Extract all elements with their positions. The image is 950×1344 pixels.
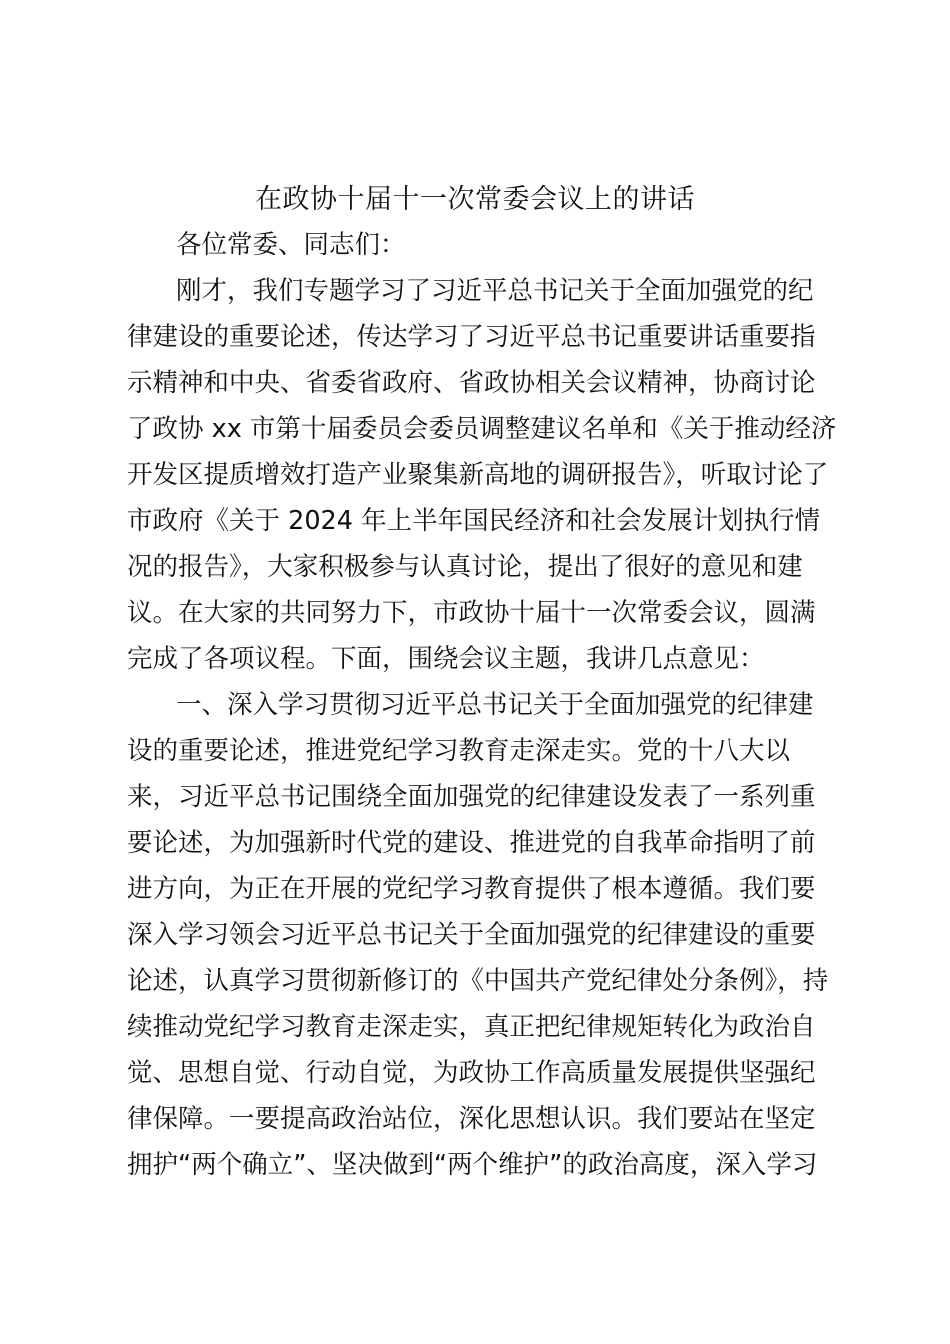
paragraph-line: 论述，认真学习贯彻新修订的《中国共产党纪律处分条例》，持 xyxy=(127,966,829,996)
paragraph-line: 了政协 xx 市第十届委员会委员调整建议名单和《关于推动经济 xyxy=(127,414,837,444)
paragraph-line: 进方向，为正在开展的党纪学习教育提供了根本遵循。我们要 xyxy=(127,874,816,904)
section-heading-line: 一、深入学习贯彻习近平总书记关于全面加强党的纪律建 xyxy=(176,690,814,720)
paragraph-line: 律保障。一要提高政治站位，深化思想认识。我们要站在坚定 xyxy=(127,1104,816,1134)
paragraph-line: 市政府《关于 2024 年上半年国民经济和社会发展计划执行情 xyxy=(127,506,821,536)
document-title: 在政协十届十一次常委会议上的讲话 xyxy=(255,184,695,215)
paragraph-line: 律建设的重要论述，传达学习了习近平总书记重要讲话重要指 xyxy=(127,322,816,352)
document-body xyxy=(127,222,847,1188)
paragraph-line: 开发区提质增效打造产业聚集新高地的调研报告》，听取讨论了 xyxy=(127,460,829,490)
paragraph-line: 完成了各项议程。下面，围绕会议主题，我讲几点意见： xyxy=(127,644,765,674)
salutation-line: 各位常委、同志们： xyxy=(176,230,406,260)
paragraph-line: 设的重要论述，推进党纪学习教育走深走实。党的十八大以 xyxy=(127,736,791,766)
paragraph-line: 拥护“两个确立”、坚决做到“两个维护”的政治高度，深入学习 xyxy=(127,1150,818,1180)
paragraph-line: 示精神和中央、省委省政府、省政协相关会议精神，协商讨论 xyxy=(127,368,816,398)
paragraph-line: 觉、思想自觉、行动自觉，为政协工作高质量发展提供坚强纪 xyxy=(127,1058,816,1088)
paragraph-line: 要论述，为加强新时代党的建设、推进党的自我革命指明了前 xyxy=(127,828,816,858)
paragraph-line: 续推动党纪学习教育走深走实，真正把纪律规矩转化为政治自 xyxy=(127,1012,816,1042)
paragraph-line: 况的报告》，大家积极参与认真讨论，提出了很好的意见和建 xyxy=(127,552,803,582)
paragraph-line: 深入学习领会习近平总书记关于全面加强党的纪律建设的重要 xyxy=(127,920,816,950)
paragraph-line: 来，习近平总书记围绕全面加强党的纪律建设发表了一系列重 xyxy=(127,782,816,812)
paragraph-line: 刚才，我们专题学习了习近平总书记关于全面加强党的纪 xyxy=(176,276,814,306)
paragraph-line: 议。在大家的共同努力下，市政协十届十一次常委会议，圆满 xyxy=(127,598,816,628)
